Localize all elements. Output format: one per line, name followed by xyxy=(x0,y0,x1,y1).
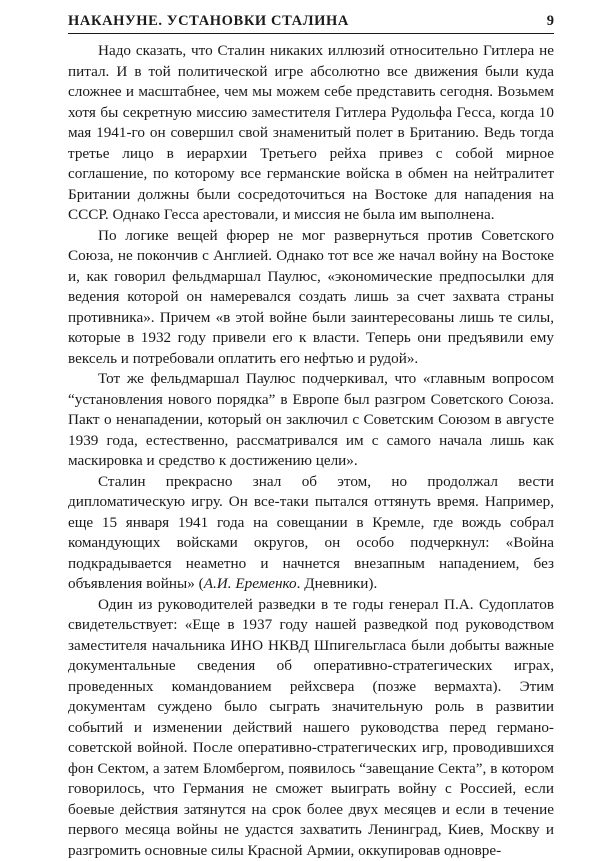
citation-open: ( xyxy=(195,575,204,592)
page-number: 9 xyxy=(547,13,554,30)
header-rule xyxy=(68,33,554,34)
paragraph: По логике вещей фюрер не мог развернуться против Советского Союза, не покончив с Англией. Однако тот все же начал войну на Востоке и, как говорил фельдмаршал Паулюс, «экономические предпосылки для ведения которой он намеревался создать лишь за счет захвата страны противника». Причем «в этой войне были заинтересованы лишь те силы, которые в 1932 году привели его к власти. Теперь они предъявили ему вексель и потребовали оплатить его нефтью и рудой». xyxy=(68,226,554,370)
running-head: НАКАНУНЕ. УСТАНОВКИ СТАЛИНА xyxy=(68,13,349,30)
citation-author: А.И. Еременко xyxy=(204,575,297,592)
citation-source: . Дневники). xyxy=(297,575,378,592)
page-header xyxy=(68,8,554,30)
paragraph: Тот же фельдмаршал Паулюс подчеркивал, что «главным вопросом “установления нового порядка” в Европе был разгром Советского Союза. Пакт о ненападении, который он заключил с Советским Союзом в августе 1939 года, естественно, рассматривался им с самого начала лишь как маскировка и средство к достижению цели». xyxy=(68,369,554,472)
paragraph-with-citation xyxy=(68,472,554,595)
paragraph-text: Сталин прекрасно знал об этом, но продолжал вести дипломатическую игру. Он все-таки пытался оттянуть время. Например, еще 15 января 1941 года на совещании в Кремле, где вождь собрал командующих войсками округов, он особо подчеркнул: «Война подкрадывается неаметно и начнется внезапным нападением, без объявления войны» xyxy=(68,473,554,593)
page-body xyxy=(68,41,554,861)
paragraph: Надо сказать, что Сталин никаких иллюзий относительно Гитлера не питал. И в той политической игре абсолютно все движения были куда сложнее и масштабнее, чем мы можем себе представить сегодня. Возьмем хотя бы секретную миссию заместителя Гитлера Рудольфа Гесса, когда 10 мая 1941-го он совершил свой знаменитый полет в Британию. Ведь тогда третье лицо в иерархии Третьего рейха привез с собой мирное соглашение, по которому все германские войска в обмен на нейтралитет Британии должны были сосредоточиться на Востоке для нападения на СССР. Однако Гесса арестовали, и миссия не была им выполнена. xyxy=(68,41,554,226)
paragraph: Один из руководителей разведки в те годы генерал П.А. Судоплатов свидетельствует: «Еще в 1937 году нашей разведкой под руководством заместителя начальника ИНО НКВД Шпигельгласа были добыты важные документальные сведения об оперативно-стратегических играх, проведенных командованием рейхсвера (позже вермахта). Этим документам суждено было сыграть значительную роль в развитии событий и изменении действий нашего руководства перед германо-советской войной. После оперативно-стратегических игр, проводившихся фон Сектом, а затем Бломбергом, появилось “завещание Секта”, в котором говорилось, что Германия не сможет выиграть войну с Россией, если боевые действия затянутся на срок более двух месяцев и если в течение первого месяца войны не удастся захватить Ленинград, Киев, Москву и разгромить основные силы Красной Армии, оккупировав одновре- xyxy=(68,595,554,861)
